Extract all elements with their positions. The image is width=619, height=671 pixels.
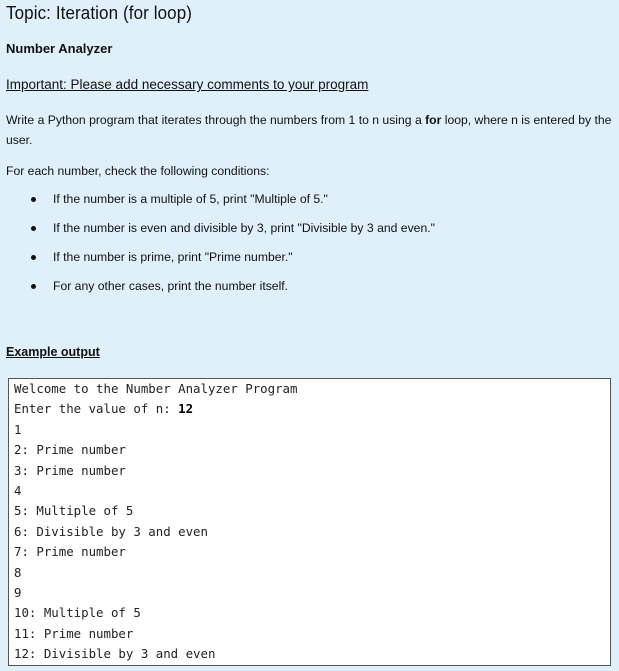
condition-text: For any other cases, print the number itself. [53, 279, 289, 293]
topic-heading: Topic: Iteration (for loop) [6, 3, 193, 24]
bullet-icon [31, 197, 36, 202]
prompt-line [14, 399, 297, 419]
description-part1: Write a Python program that iterates through the numbers from 1 to n using a [6, 113, 426, 127]
condition-text: If the number is even and divisible by 3, print "Divisible by 3 and even." [53, 221, 435, 235]
condition-item [0, 276, 619, 305]
output-line: 4 [14, 482, 22, 498]
welcome-line: Welcome to the Number Analyzer Program [14, 381, 298, 396]
bullet-icon [31, 255, 36, 260]
description-part2: loop, where n is entered by the user. [6, 113, 612, 147]
condition-text: If the number is a multiple of 5, print "Multiple of 5." [53, 192, 328, 206]
user-input-value: 12 [178, 401, 194, 417]
condition-item [0, 189, 619, 218]
condition-item [0, 247, 619, 276]
assignment-title: Number Analyzer [6, 41, 113, 56]
condition-text: If the number is prime, print "Prime number." [53, 250, 293, 264]
console-output-box [8, 378, 611, 666]
output-line: 11: Prime number [14, 625, 134, 641]
output-line: 1 [14, 421, 22, 437]
output-line: 3: Prime number [14, 462, 126, 478]
condition-item [0, 218, 619, 247]
output-line: 9 [14, 584, 22, 600]
output-line: 2: Prime number [14, 442, 126, 458]
bullet-icon [31, 226, 36, 231]
output-line: 10: Multiple of 5 [14, 605, 141, 621]
output-line: 5: Multiple of 5 [14, 503, 134, 519]
output-line: 7: Prime number [14, 544, 126, 560]
for-keyword: for [425, 113, 442, 127]
console-lines [14, 379, 297, 664]
example-output-label: Example output [6, 345, 100, 359]
task-description [6, 110, 616, 150]
conditions-intro: For each number, check the following conditions: [6, 164, 270, 178]
important-note: Important: Please add necessary comments to your program [6, 77, 369, 92]
prompt-text: Enter the value of n: [14, 401, 179, 417]
output-line: 8 [14, 564, 22, 580]
output-line: 6: Divisible by 3 and even [14, 523, 208, 539]
bullet-icon [31, 284, 36, 289]
output-line: 12: Divisible by 3 and even [14, 646, 216, 662]
conditions-list [0, 189, 619, 305]
